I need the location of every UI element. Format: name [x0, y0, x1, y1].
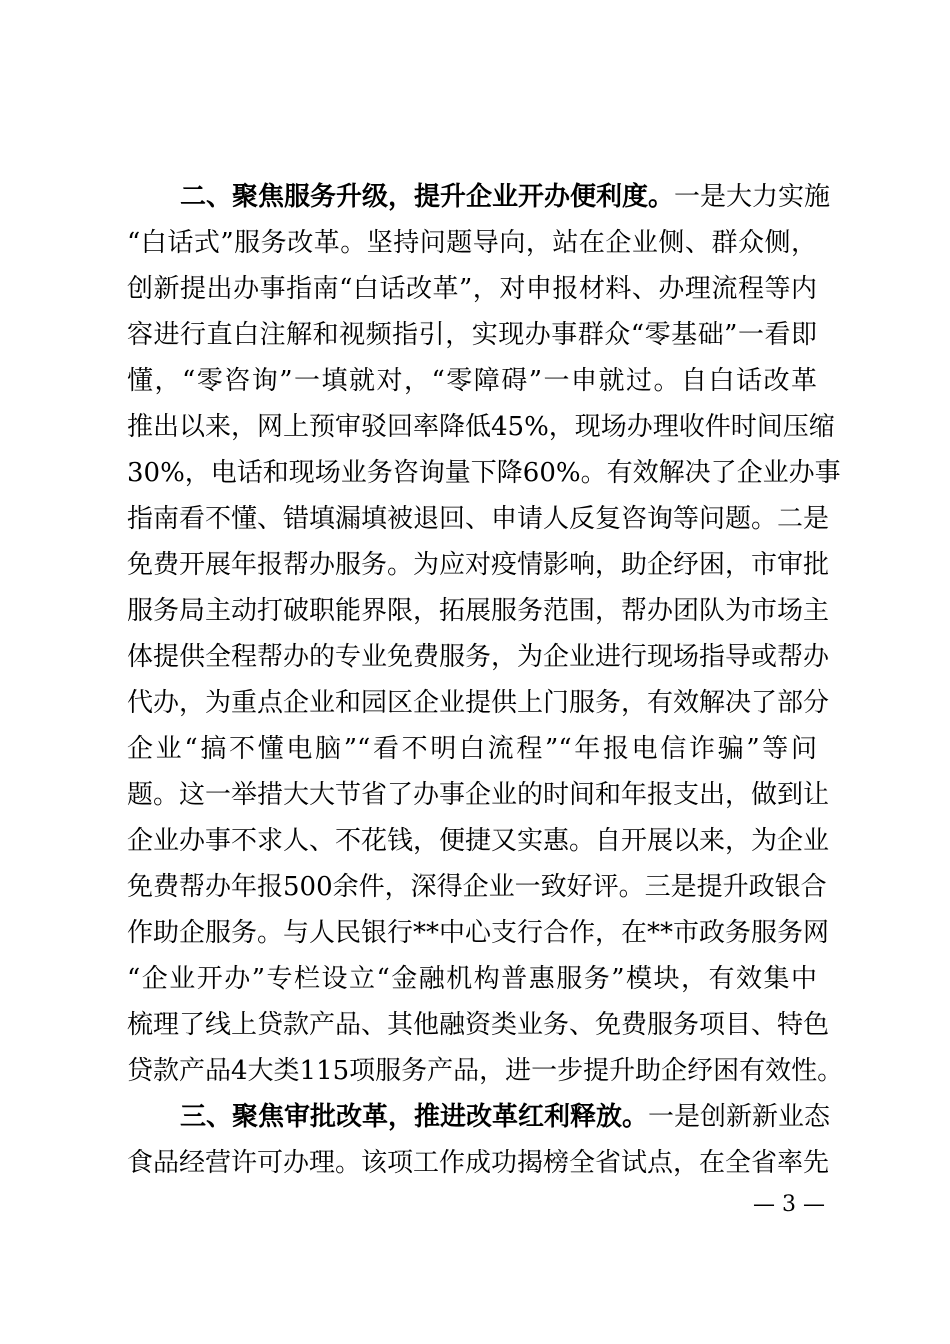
paragraph-2-heading: 二、聚焦服务升级，提升企业开办便利度。 — [180, 182, 675, 212]
paragraph-2-line: 懂，“零咨询”一填就对，“零障碍”一申就过。自白话改革 — [127, 366, 817, 396]
paragraph-2-line: 指南看不懂、错填漏填被退回、申请人反复咨询等问题。二是 — [127, 504, 830, 534]
paragraph-2-line: 企业“搞不懂电脑”“看不明白流程”“年报电信诈骗”等问 — [127, 734, 817, 764]
paragraph-2-line-last: 贷款产品4大类115项服务产品，进一步提升助企纾困有效性。 — [127, 1056, 844, 1086]
page-number: — 3 — — [753, 1192, 825, 1217]
paragraph-3-line-1 — [180, 1095, 831, 1139]
paragraph-2-line: 梳理了线上贷款产品、其他融资类业务、免费服务项目、特色 — [127, 1010, 830, 1040]
paragraph-3-line-1-text: 一是创新新业态 — [648, 1102, 831, 1132]
paragraph-2-line: “企业开办”专栏设立“金融机构普惠服务”模块，有效集中 — [127, 964, 817, 994]
paragraph-2-line: 企业办事不求人、不花钱，便捷又实惠。自开展以来，为企业 — [127, 826, 830, 856]
paragraph-2-line-1-text: 一是大力实施 — [674, 182, 831, 212]
paragraph-3-line: 食品经营许可办理。该项工作成功揭榜全省试点，在全省率先 — [127, 1148, 830, 1178]
paragraph-2-line: “白话式”服务改革。坚持问题导向，站在企业侧、群众侧， — [127, 228, 817, 258]
paragraph-3-heading: 三、聚焦审批改革，推进改革红利释放。 — [180, 1102, 649, 1132]
paragraph-2-line: 题。这一举措大大节省了办事企业的时间和年报支出，做到让 — [127, 780, 830, 810]
paragraph-2-line: 容进行直白注解和视频指引，实现办事群众“零基础”一看即 — [127, 320, 817, 350]
paragraph-2-line: 免费帮办年报500余件，深得企业一致好评。三是提升政银合 — [127, 872, 827, 902]
paragraph-2-line-1 — [180, 175, 831, 219]
paragraph-2-line: 免费开展年报帮办服务。为应对疫情影响，助企纾困，市审批 — [127, 550, 830, 580]
paragraph-2-line: 代办，为重点企业和园区企业提供上门服务，有效解决了部分 — [127, 688, 830, 718]
paragraph-2-line: 体提供全程帮办的专业免费服务，为企业进行现场指导或帮办 — [127, 642, 830, 672]
paragraph-2-line: 服务局主动打破职能界限，拓展服务范围，帮办团队为市场主 — [127, 596, 830, 626]
paragraph-2-line: 30%，电话和现场业务咨询量下降60%。有效解决了企业办事 — [127, 458, 841, 488]
paragraph-2-line: 作助企服务。与人民银行**中心支行合作，在**市政务服务网 — [127, 918, 830, 948]
paragraph-2-line: 创新提出办事指南“白话改革”，对申报材料、办理流程等内 — [127, 274, 817, 304]
paragraph-2-line: 推出以来，网上预审驳回率降低45%，现场办理收件时间压缩 — [127, 412, 835, 442]
